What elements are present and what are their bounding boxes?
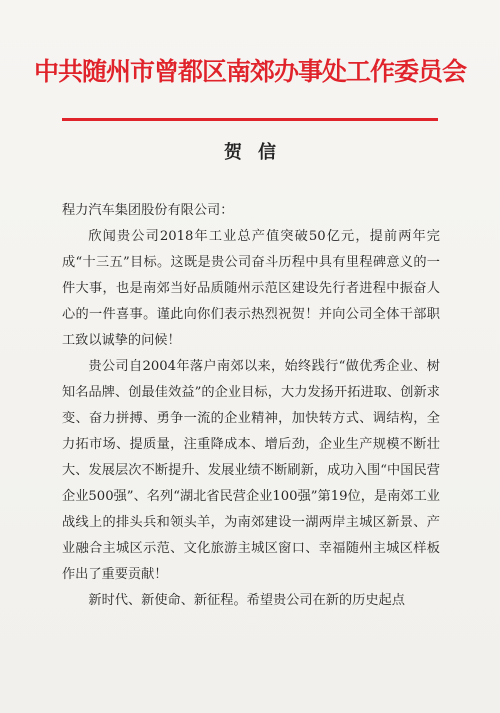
- paragraph-1: 欣闻贵公司2018年工业总产值突破50亿元，提前两年完成“十三五”目标。这既是贵公司奋斗历程中具有里程碑意义的一件大事，也是南郊当好品质随州示范区建设先行者进程中振奋人心的一件喜事。谨此向你们表示热烈祝贺！并向公司全体干部职工致以诚挚的问候！: [62, 229, 440, 348]
- letterhead-org-name: 中共随州市曾都区南郊办事处工作委员会: [33, 57, 466, 86]
- letter-body: [62, 198, 440, 614]
- letterhead-red-rule: [62, 118, 438, 121]
- paragraph-2: 贵公司自2004年落户南郊以来，始终践行“做优秀企业、树知名品牌、创最佳效益”的企业目标，大力发扬开拓进取、创新求变、奋力拼搏、勇争一流的企业精神，加快转方式、调结构，全力拓市场、提质量，注重降成本、增后劲，企业生产规模不断壮大、发展层次不断提升、发展业绩不断刷新，成功入围“中国民营企业500强”、名列“湖北省民营企业100强”第19位，是南郊工业战线上的排头兵和领头羊，为南郊建设一湖两岸主城区新景、产业融合主城区示范、文化旅游主城区窗口、幸福随州主城区样板作出了重要贡献！: [62, 359, 440, 582]
- document-title: 贺信: [224, 142, 292, 163]
- salutation: 程力汽车集团股份有限公司：: [62, 203, 234, 218]
- paragraph-3: 新时代、新使命、新征程。希望贵公司在新的历史起点: [88, 593, 405, 608]
